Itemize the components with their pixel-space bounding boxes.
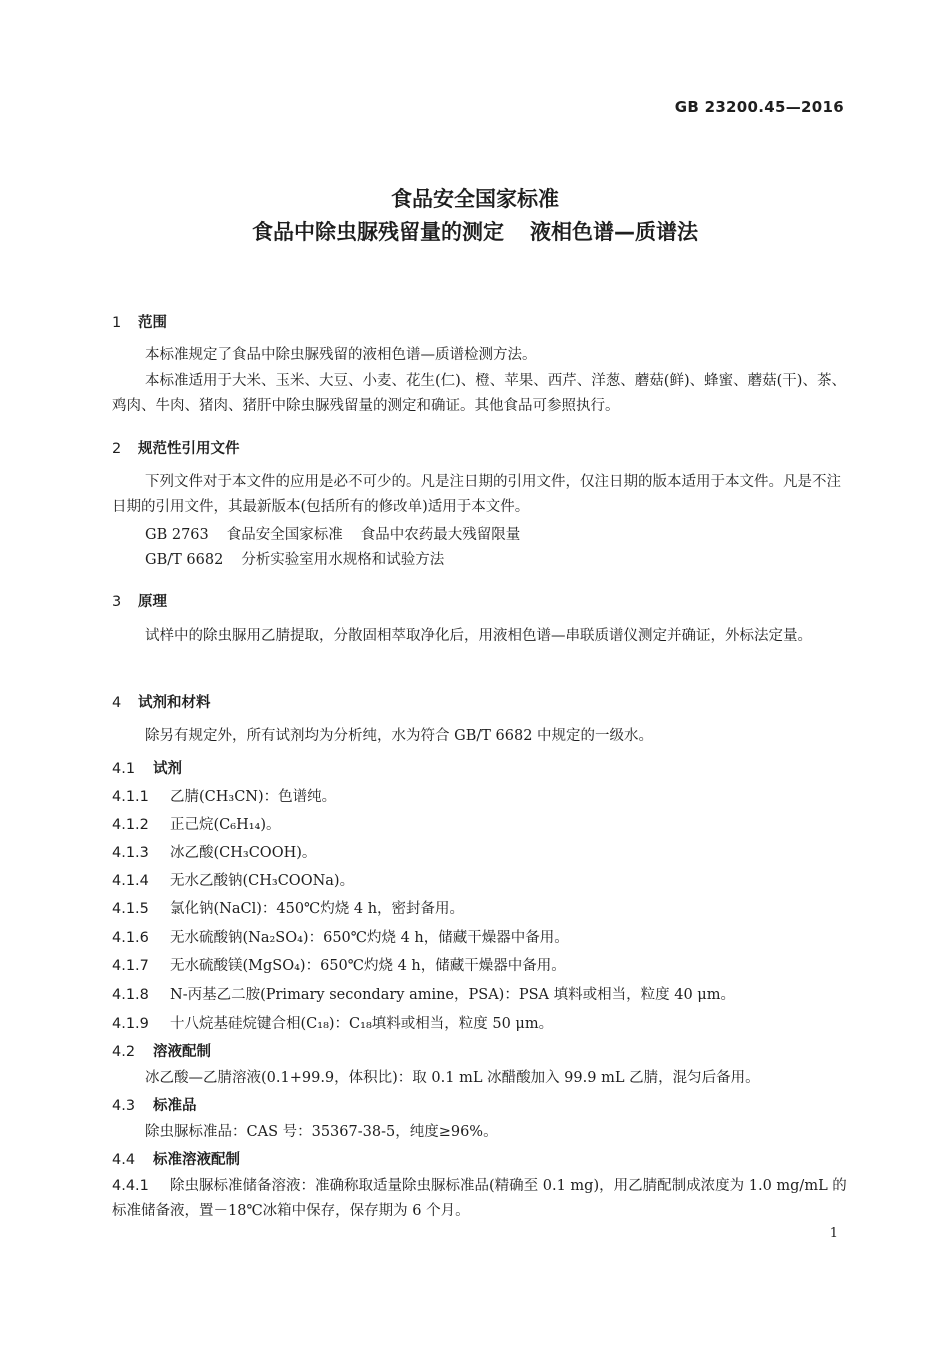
title-part-a: 食品中除虫脲残留量的测定: [252, 220, 504, 244]
list-item: 4.1.2 正己烷(C₆H₁₄)。: [112, 817, 281, 833]
section-4-heading: 4 试剂和材料: [112, 695, 211, 711]
section-4-2-heading: 4.2 溶液配制: [112, 1044, 211, 1060]
section-4-2-para: 冰乙酸—乙腈溶液(0.1+99.9，体积比)：取 0.1 mL 冰醋酸加入 99.9 mL 乙腈，混匀后备用。: [145, 1070, 760, 1086]
document-title-line2: [0, 216, 950, 246]
section-3-heading: 3 原理: [112, 594, 167, 610]
section-3-para-1: 试样中的除虫脲用乙腈提取，分散固相萃取净化后，用液相色谱—串联质谱仪测定并确证，外标法定量。: [145, 628, 812, 644]
title-part-b: 液相色谱—质谱法: [530, 220, 698, 244]
reference-gbt6682: GB/T 6682 分析实验室用水规格和试验方法: [145, 552, 445, 568]
list-item: 4.1.1 乙腈(CH₃CN)：色谱纯。: [112, 789, 337, 805]
reference-gb2763: GB 2763 食品安全国家标准 食品中农药最大残留限量: [145, 527, 521, 543]
list-item: 4.1.4 无水乙酸钠(CH₃COONa)。: [112, 873, 355, 889]
section-1-heading: 1 范围: [112, 315, 167, 331]
list-item: 4.1.9 十八烷基硅烷键合相(C₁₈)：C₁₈填料或相当，粒度 50 μm。: [112, 1016, 554, 1032]
section-1-para-1: 本标准规定了食品中除虫脲残留的液相色谱—质谱检测方法。: [145, 347, 537, 363]
standard-number: GB 23200.45—2016: [674, 98, 844, 116]
list-item: 4.1.5 氯化钠(NaCl)：450℃灼烧 4 h，密封备用。: [112, 901, 465, 917]
list-item: 4.1.6 无水硫酸钠(Na₂SO₄)：650℃灼烧 4 h，储藏干燥器中备用。: [112, 930, 569, 946]
document-title-line1: 食品安全国家标准: [391, 187, 559, 211]
section-4-para-1: 除另有规定外，所有试剂均为分析纯，水为符合 GB/T 6682 中规定的一级水。: [145, 728, 654, 744]
page-number: 1: [829, 1226, 838, 1241]
list-item: 4.1.7 无水硫酸镁(MgSO₄)：650℃灼烧 4 h，储藏干燥器中备用。: [112, 958, 566, 974]
section-2-para-1: 下列文件对于本文件的应用是必不可少的。凡是注日期的引用文件，仅注日期的版本适用于本文件。凡是不注日期的引用文件，其最新版本(包括所有的修改单)适用于本文件。: [112, 474, 841, 515]
section-4-3-para: 除虫脲标准品：CAS 号：35367-38-5，纯度≥96%。: [145, 1124, 498, 1140]
section-4-4-heading: 4.4 标准溶液配制: [112, 1152, 240, 1168]
section-1-para-2: 本标准适用于大米、玉米、大豆、小麦、花生(仁)、橙、苹果、西芹、洋葱、蘑菇(鲜)、蜂蜜、蘑菇(干)、茶、鸡肉、牛肉、猪肉、猪肝中除虫脲残留量的测定和确证。其他食品可参照执行。: [112, 373, 846, 414]
section-4-3-heading: 4.3 标准品: [112, 1098, 197, 1114]
section-2-heading: 2 规范性引用文件: [112, 441, 240, 457]
section-4-1-heading: 4.1 试剂: [112, 761, 182, 777]
list-item: 4.1.3 冰乙酸(CH₃COOH)。: [112, 845, 317, 861]
section-4-4-1-para: 4.4.1 除虫脲标准储备溶液：准确称取适量除虫脲标准品(精确至 0.1 mg)，用乙腈配制成浓度为 1.0 mg/mL 的标准储备液，置－18℃冰箱中保存，保存期为 6 个月。: [112, 1178, 847, 1219]
list-item: 4.1.8 N-丙基乙二胺(Primary secondary amine，PSA)：PSA 填料或相当，粒度 40 μm。: [112, 987, 735, 1003]
